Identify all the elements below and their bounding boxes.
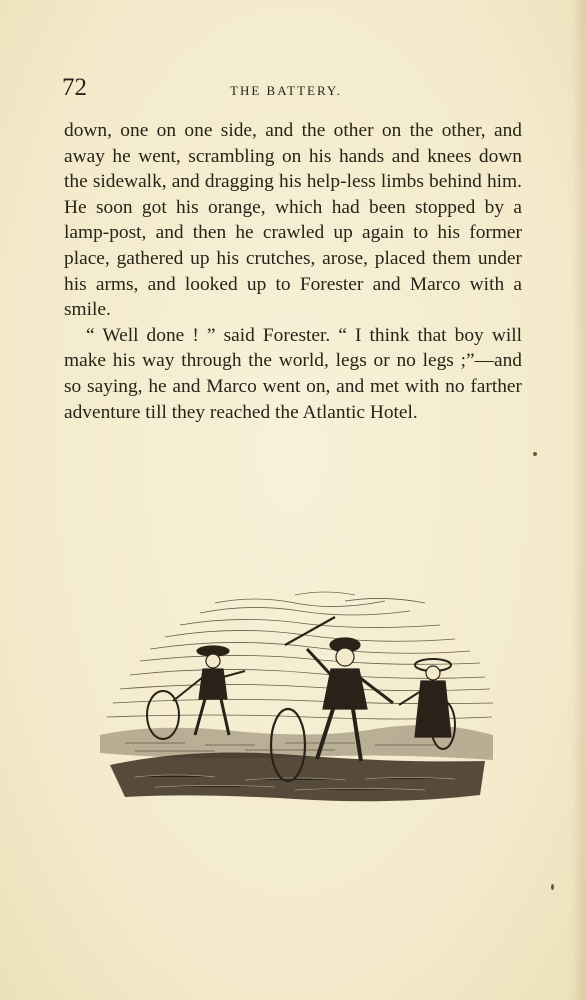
ink-speck: [551, 884, 554, 890]
left-child: [147, 646, 245, 739]
running-head: THE BATTERY.: [230, 83, 342, 98]
paragraph-2: “ Well done ! ” said Forester. “ I think that boy will make his way through the world, legs or no legs ;”—and so saying, he and Marco went on, and met with no farther adventure till they reached the Atlantic Hotel.: [64, 324, 522, 423]
paragraph-1: down, one on one side, and the other on the other, and away he went, scrambling on his hands and knees down the sidewalk, and dragging his help-less limbs behind him. He soon got his orange, which had been stopped by a lamp-post, and then he crawled up again to his former place, gathered up his crutches, arose, placed them under his arms, and looked up to Forester and Marco with a smile.: [64, 120, 522, 321]
page-edge-shadow: [571, 0, 585, 1000]
woodcut-illustration: [95, 585, 495, 820]
ink-speck: [533, 452, 537, 456]
body-text: [64, 118, 522, 425]
page-number: 72: [62, 74, 87, 101]
page-header: [62, 74, 522, 104]
